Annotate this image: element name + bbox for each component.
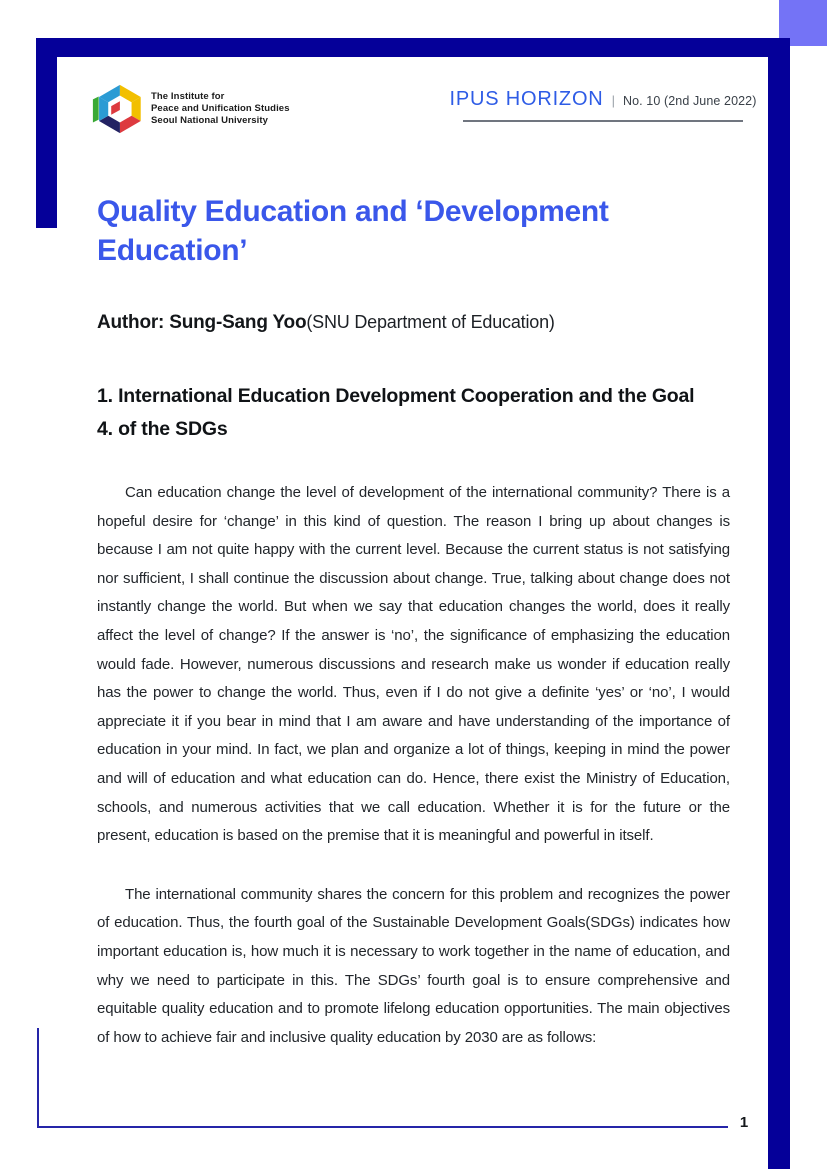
masthead-separator: | [611,93,615,108]
frame-top-bar [36,38,790,57]
frame-left-bar [36,38,57,228]
institute-name [151,91,290,127]
ipus-logo-icon [90,80,144,138]
footer-rule-horizontal [37,1126,728,1128]
paragraph-2: The international community shares the concern for this problem and recognizes the power of education. Thus, the fourth goal of the Sustainable Development Goals(SDGs) indicates how important education is, how much it is necessary to work together in the name of education, and why we need to participate in this. The SDGs’ fourth goal is to ensure comprehensive and equitable quality education and to promote lifelong education opportunities. The main objectives of how to achieve fair and inclusive quality education by 2030 are as follows: [97,885,730,1046]
institute-name-line-2: Peace and Unification Studies [151,103,290,114]
author-affiliation: (SNU Department of Education) [306,312,555,332]
institute-name-line-3: Seoul National University [151,115,269,126]
section-heading: 1. International Education Development Cooperation and the Goal 4. of the SDGs [97,385,695,440]
author-line [97,312,730,334]
footer-rule-vertical [37,1028,39,1128]
article-body [97,479,730,1052]
institute-name-line-1: The Institute for [151,91,225,102]
masthead-issue-number: No. 10 (2nd June 2022) [622,94,757,108]
masthead-title: IPUS HORIZON [449,88,604,110]
institute-logo [90,80,290,138]
author-name: Author: Sung-Sang Yoo [97,312,307,333]
page-number: 1 [739,1114,749,1131]
masthead [449,88,757,122]
frame-right-bar [768,38,790,1169]
article-title: Quality Education and ‘Development Education’ [97,195,609,267]
paragraph-1: Can education change the level of development of the international community? There is a hopeful desire for ‘change’ in this kind of question. The reason I bring up about changes is because I am not quite happy with the current level. Because the current status is not satisfying nor sufficient, I shall continue the discussion about change. True, talking about change does not instantly change the world. But when we say that education changes the world, does it really affect the level of change? If the answer is ‘no’, the significance of emphasizing the education would fade. However, numerous discussions and research make us wonder if education really has the power to change the world. Thus, even if I do not give a definite ‘yes’ or ‘no’, I would appreciate it if you bear in mind that I am aware and have understanding of the importance of education in your mind. In fact, we plan and organize a lot of things, keeping in mind the power and will of education and what education can do. Hence, there exist the Ministry of Education, schools, and numerous activities that we call education. Whether it is for the future or the present, education is based on the premise that it is meaningful and powerful in itself. [97,484,730,845]
